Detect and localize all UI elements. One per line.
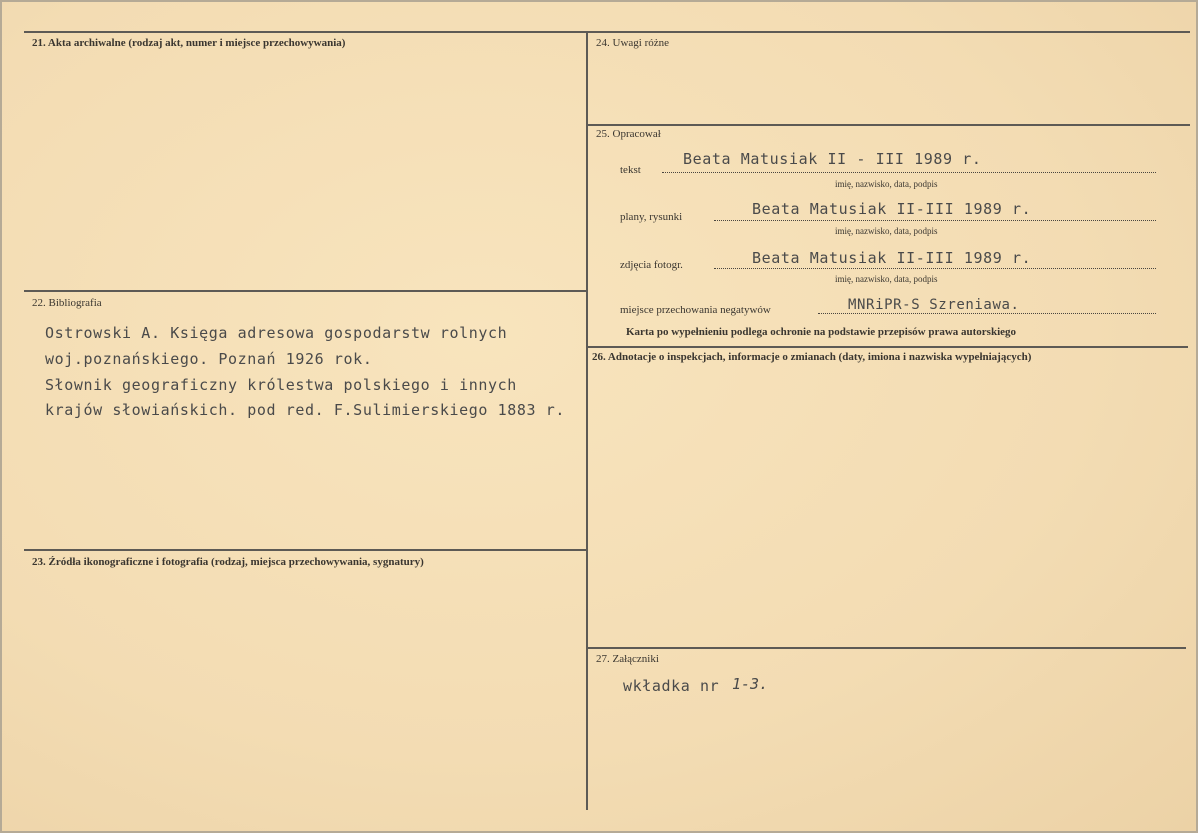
plany-label: plany, rysunki bbox=[620, 211, 683, 223]
negatywy-label: miejsce przechowania negatywów bbox=[620, 304, 771, 316]
bibliography-line: Słownik geograficzny królestwa polskiego i innych bbox=[45, 376, 517, 394]
section-26-label: 26. Adnotacje o inspekcjach, informacje o zmianach (daty, imiona i nazwiska wypełniających) bbox=[592, 351, 1032, 363]
bibliography-line: woj.poznańskiego. Poznań 1926 rok. bbox=[45, 350, 373, 368]
plany-caption: imię, nazwisko, data, podpis bbox=[835, 226, 938, 236]
tekst-dotted-line bbox=[662, 172, 1156, 173]
tekst-label: tekst bbox=[620, 164, 641, 176]
section-23-label: 23. Źródła ikonograficzne i fotografia (rodzaj, miejsca przechowywania, sygnatury) bbox=[32, 556, 424, 568]
divider-22-23 bbox=[24, 549, 586, 551]
negatywy-value: MNRiPR-S Szreniawa. bbox=[848, 297, 1020, 313]
bibliography-line: krajów słowiańskich. pod red. F.Sulimierskiego 1883 r. bbox=[45, 401, 566, 419]
section-21-label: 21. Akta archiwalne (rodzaj akt, numer i miejsce przechowywania) bbox=[32, 37, 346, 49]
plany-dotted-line bbox=[714, 220, 1156, 221]
center-divider-line bbox=[586, 31, 588, 810]
section-27-label: 27. Załączniki bbox=[596, 653, 659, 665]
section-25-label: 25. Opracował bbox=[596, 128, 661, 140]
attachments-typed: wkładka nr bbox=[623, 677, 720, 695]
tekst-caption: imię, nazwisko, data, podpis bbox=[835, 179, 938, 189]
divider-24-25 bbox=[588, 124, 1190, 126]
divider-26-27 bbox=[588, 647, 1186, 649]
attachments-handwritten: 1-3. bbox=[732, 675, 769, 693]
top-border-line bbox=[24, 31, 1190, 33]
bibliography-line: Ostrowski A. Księga adresowa gospodarstw rolnych bbox=[45, 324, 508, 342]
divider-25-26 bbox=[588, 346, 1188, 348]
negatywy-dotted-line bbox=[818, 313, 1156, 314]
plany-value: Beata Matusiak II-III 1989 r. bbox=[752, 200, 1032, 218]
tekst-value: Beata Matusiak II - III 1989 r. bbox=[683, 150, 982, 168]
copyright-note: Karta po wypełnieniu podlega ochronie na podstawie przepisów prawa autorskiego bbox=[626, 326, 1017, 338]
zdjecia-label: zdjęcia fotogr. bbox=[620, 259, 683, 271]
zdjecia-value: Beata Matusiak II-III 1989 r. bbox=[752, 249, 1032, 267]
section-22-label: 22. Bibliografia bbox=[32, 297, 102, 309]
section-24-label: 24. Uwagi różne bbox=[596, 37, 670, 49]
zdjecia-caption: imię, nazwisko, data, podpis bbox=[835, 274, 938, 284]
zdjecia-dotted-line bbox=[714, 268, 1156, 269]
divider-21-22 bbox=[24, 290, 586, 292]
